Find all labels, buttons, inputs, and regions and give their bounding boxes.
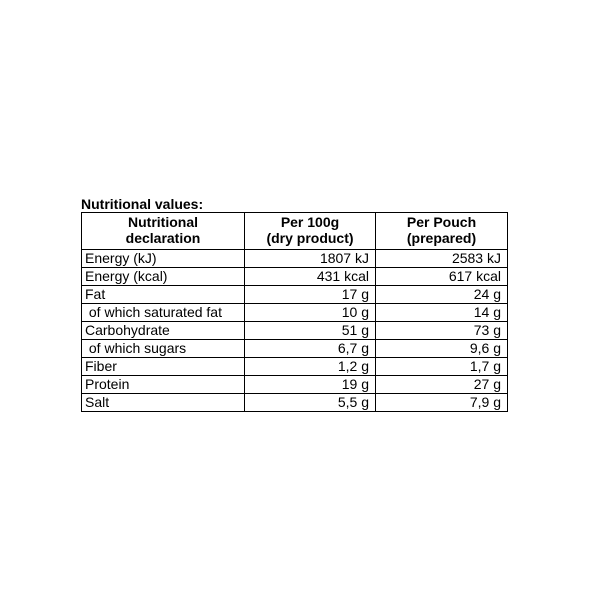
table-header-row	[82, 213, 508, 250]
per-pouch-value: 24 g	[376, 286, 508, 304]
nutrition-table	[81, 212, 508, 412]
per-100g-value: 5,5 g	[245, 394, 376, 412]
header-text: Per Pouch	[406, 214, 477, 230]
row-label: Carbohydrate	[82, 322, 245, 340]
table-row	[82, 250, 508, 268]
table-row	[82, 340, 508, 358]
per-100g-value: 51 g	[245, 322, 376, 340]
table-row	[82, 268, 508, 286]
per-pouch-value: 1,7 g	[376, 358, 508, 376]
table-row	[82, 286, 508, 304]
header-nutritional-declaration	[82, 213, 245, 250]
per-pouch-value: 73 g	[376, 322, 508, 340]
per-pouch-value: 27 g	[376, 376, 508, 394]
table-row	[82, 394, 508, 412]
table-row	[82, 304, 508, 322]
row-label: of which saturated fat	[82, 304, 245, 322]
row-label: Energy (kcal)	[82, 268, 245, 286]
header-per-100g	[245, 213, 376, 250]
header-per-pouch	[376, 213, 508, 250]
header-text: declaration	[125, 230, 201, 246]
table-row	[82, 376, 508, 394]
row-label: Protein	[82, 376, 245, 394]
header-text: (dry product)	[266, 230, 354, 246]
per-100g-value: 1,2 g	[245, 358, 376, 376]
header-text: Nutritional	[128, 214, 198, 230]
per-pouch-value: 2583 kJ	[376, 250, 508, 268]
header-text: (prepared)	[406, 230, 477, 246]
per-pouch-value: 617 kcal	[376, 268, 508, 286]
per-100g-value: 10 g	[245, 304, 376, 322]
table-row	[82, 358, 508, 376]
per-pouch-value: 7,9 g	[376, 394, 508, 412]
section-title: Nutritional values:	[81, 196, 204, 212]
row-label: Energy (kJ)	[82, 250, 245, 268]
table-row	[82, 322, 508, 340]
per-pouch-value: 9,6 g	[376, 340, 508, 358]
per-100g-value: 17 g	[245, 286, 376, 304]
per-100g-value: 431 kcal	[245, 268, 376, 286]
row-label: Salt	[82, 394, 245, 412]
row-label: Fat	[82, 286, 245, 304]
per-100g-value: 19 g	[245, 376, 376, 394]
row-label: of which sugars	[82, 340, 245, 358]
per-100g-value: 6,7 g	[245, 340, 376, 358]
per-pouch-value: 14 g	[376, 304, 508, 322]
row-label: Fiber	[82, 358, 245, 376]
header-text: Per 100g	[280, 214, 340, 230]
nutrition-section	[81, 196, 507, 412]
per-100g-value: 1807 kJ	[245, 250, 376, 268]
